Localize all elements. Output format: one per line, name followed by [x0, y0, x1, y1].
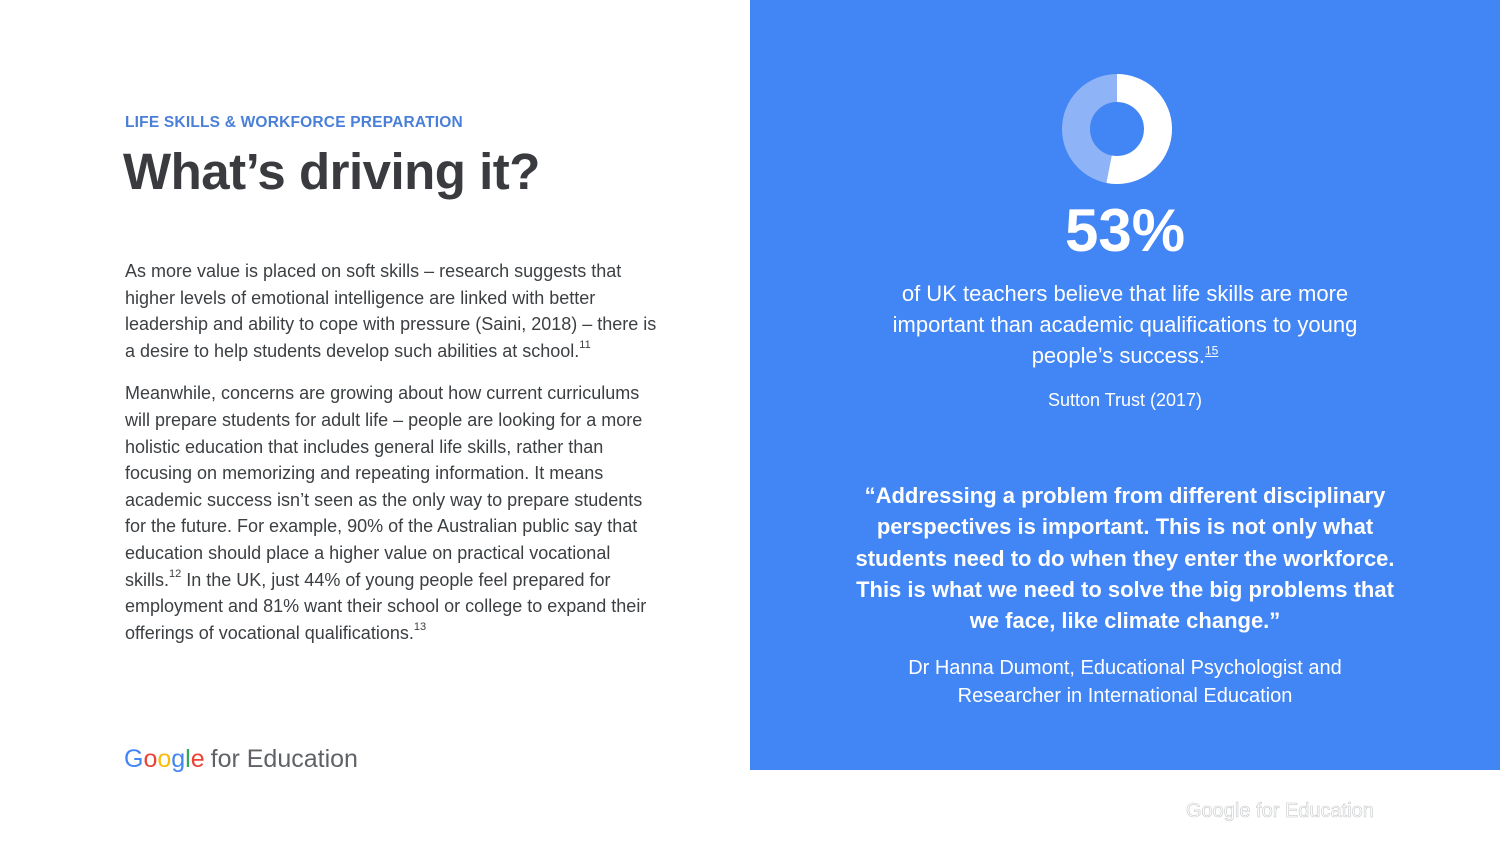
logo-letter: e — [190, 745, 205, 773]
stat-source: Sutton Trust (2017) — [1047, 390, 1203, 410]
footnote-link-15[interactable]: 15 — [1204, 343, 1219, 358]
paragraph-1 — [125, 258, 665, 364]
stat-value: 53% — [1064, 197, 1186, 264]
footer-logo: Google for Education — [1186, 800, 1374, 822]
footnote-ref-11: 11 — [579, 338, 591, 351]
body-text — [125, 258, 665, 662]
footnote-ref-13: 13 — [413, 620, 427, 633]
paragraph-1-text: As more value is placed on soft skills – research suggests that higher levels of emotional intelligence are linked with better leadership and ability to cope with pressure (Saini, 2018) – there is a desire to help students develop such abilities at school. — [125, 261, 657, 361]
logo-letter: g — [171, 745, 186, 773]
section-label: LIFE SKILLS & WORKFORCE PREPARATION — [125, 114, 463, 131]
google-for-education-logo — [124, 745, 358, 774]
quote-author: Dr Hanna Dumont, Educational Psychologist and Researcher in International Education — [908, 657, 1342, 707]
paragraph-2 — [125, 380, 665, 646]
stat-description — [880, 278, 1370, 371]
paragraph-2-text-a: Meanwhile, concerns are growing about how current curriculums will prepare students for adult life – people are looking for a more holistic education that includes general life skills, rather than focusing on memorizing and repeating information. It means academic success isn’t seen as the only way to prepare students for the future. For example, 90% of the Australian public say that education should place a higher value on practical vocational skills. — [125, 383, 643, 590]
logo-suffix: for Education — [210, 745, 358, 773]
logo-letter: l — [185, 745, 191, 773]
page-title: What’s driving it? — [123, 143, 540, 200]
logo-letter: G — [124, 745, 144, 773]
stat-description-text: of UK teachers believe that life skills are more important than academic qualifications to young people’s success. — [892, 281, 1358, 368]
donut-chart-icon — [1059, 71, 1175, 187]
quote-text: “Addressing a problem from different disciplinary perspectives is important. This is not only what students need to do when they enter the workforce. This is what we need to solve the big problems that we face, like climate change.” — [855, 483, 1395, 634]
stat-panel — [750, 0, 1500, 770]
logo-letter: o — [143, 745, 158, 773]
logo-letter: o — [157, 745, 172, 773]
footnote-ref-12: 12 — [169, 567, 182, 580]
paragraph-2-text-b: In the UK, just 44% of young people feel prepared for employment and 81% want their school or college to expand their offerings of vocational qualifications. — [125, 569, 647, 643]
